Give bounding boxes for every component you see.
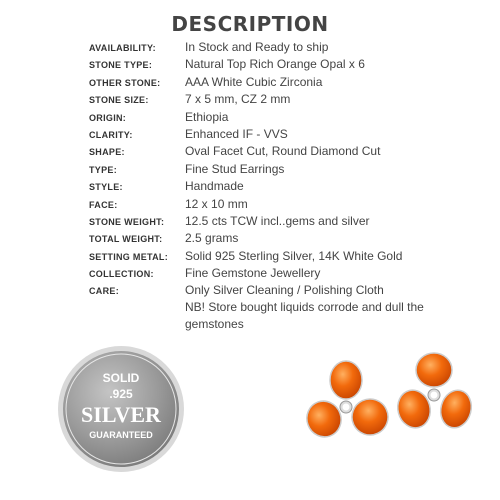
left-earring xyxy=(302,361,393,442)
spec-row-other-stone xyxy=(89,75,489,92)
spec-value: Fine Stud Earrings xyxy=(185,161,285,176)
cz-stone xyxy=(343,404,350,411)
spec-label: CLARITY: xyxy=(89,129,133,140)
spec-label: ORIGIN: xyxy=(89,112,127,123)
spec-row-availability xyxy=(89,40,489,57)
spec-value: Oval Facet Cut, Round Diamond Cut xyxy=(185,144,381,159)
spec-label: SHAPE: xyxy=(89,147,125,158)
spec-label: SETTING METAL: xyxy=(89,251,169,262)
earrings-photo xyxy=(296,352,486,452)
spec-label: CARE: xyxy=(89,286,119,297)
spec-value: Enhanced IF - VVS xyxy=(185,126,288,141)
spec-row-style xyxy=(89,179,489,196)
spec-label: TYPE: xyxy=(89,164,118,175)
spec-value: Handmade xyxy=(185,179,244,194)
spec-value: In Stock and Ready to ship xyxy=(185,40,329,54)
spec-value: Natural Top Rich Orange Opal x 6 xyxy=(185,57,365,72)
spec-row-clarity xyxy=(89,127,489,144)
seal-silver-text: SILVER xyxy=(81,402,161,427)
page-title: DESCRIPTION xyxy=(171,12,329,36)
opal-stone xyxy=(330,361,362,399)
spec-row-total-weight xyxy=(89,231,489,248)
opal-stone xyxy=(437,387,476,431)
spec-row-origin xyxy=(89,110,489,127)
right-earring xyxy=(394,353,476,431)
spec-label: STYLE: xyxy=(89,182,123,193)
spec-value: Ethiopia xyxy=(185,109,229,124)
spec-value: Solid 925 Sterling Silver, 14K White Gold xyxy=(185,248,403,263)
spec-row-shape xyxy=(89,144,489,161)
spec-label: TOTAL WEIGHT: xyxy=(89,234,163,245)
spec-value: 12 x 10 mm xyxy=(185,196,248,211)
spec-value: 7 x 5 mm, CZ 2 mm xyxy=(185,92,291,107)
spec-row-stone-size xyxy=(89,92,489,109)
spec-row-stone-type xyxy=(89,57,489,74)
spec-label: AVAILABILITY: xyxy=(89,43,156,53)
spec-row-type xyxy=(89,162,489,179)
spec-value: AAA White Cubic Zirconia xyxy=(185,74,323,89)
spec-value: 12.5 cts TCW incl..gems and silver xyxy=(185,213,370,228)
seal-925-text: .925 xyxy=(109,387,133,401)
spec-value: Fine Gemstone Jewellery xyxy=(185,266,321,281)
opal-stone xyxy=(416,353,452,387)
spec-label: FACE: xyxy=(89,199,118,210)
spec-label: OTHER STONE: xyxy=(89,77,161,88)
spec-value: Only Silver Cleaning / Polishing Cloth xyxy=(185,283,384,298)
spec-row-collection xyxy=(89,266,489,283)
spec-list xyxy=(89,40,489,301)
spec-row-face xyxy=(89,197,489,214)
spec-label: COLLECTION: xyxy=(89,269,154,280)
opal-stone xyxy=(302,396,346,441)
cz-stone xyxy=(431,392,438,399)
solid-silver-seal xyxy=(56,344,186,474)
opal-stone xyxy=(347,394,393,440)
spec-label: STONE WEIGHT: xyxy=(89,216,165,227)
seal-solid-text: SOLID xyxy=(102,371,140,385)
care-note: NB! Store bought liquids corrode and dull the gemstones xyxy=(185,300,424,331)
spec-row-setting-metal xyxy=(89,249,489,266)
spec-row-stone-weight xyxy=(89,214,489,231)
spec-value: 2.5 grams xyxy=(185,231,239,246)
seal-guaranteed-text: GUARANTEED xyxy=(89,430,153,440)
spec-label: STONE SIZE: xyxy=(89,95,149,106)
spec-label: STONE TYPE: xyxy=(89,60,153,71)
